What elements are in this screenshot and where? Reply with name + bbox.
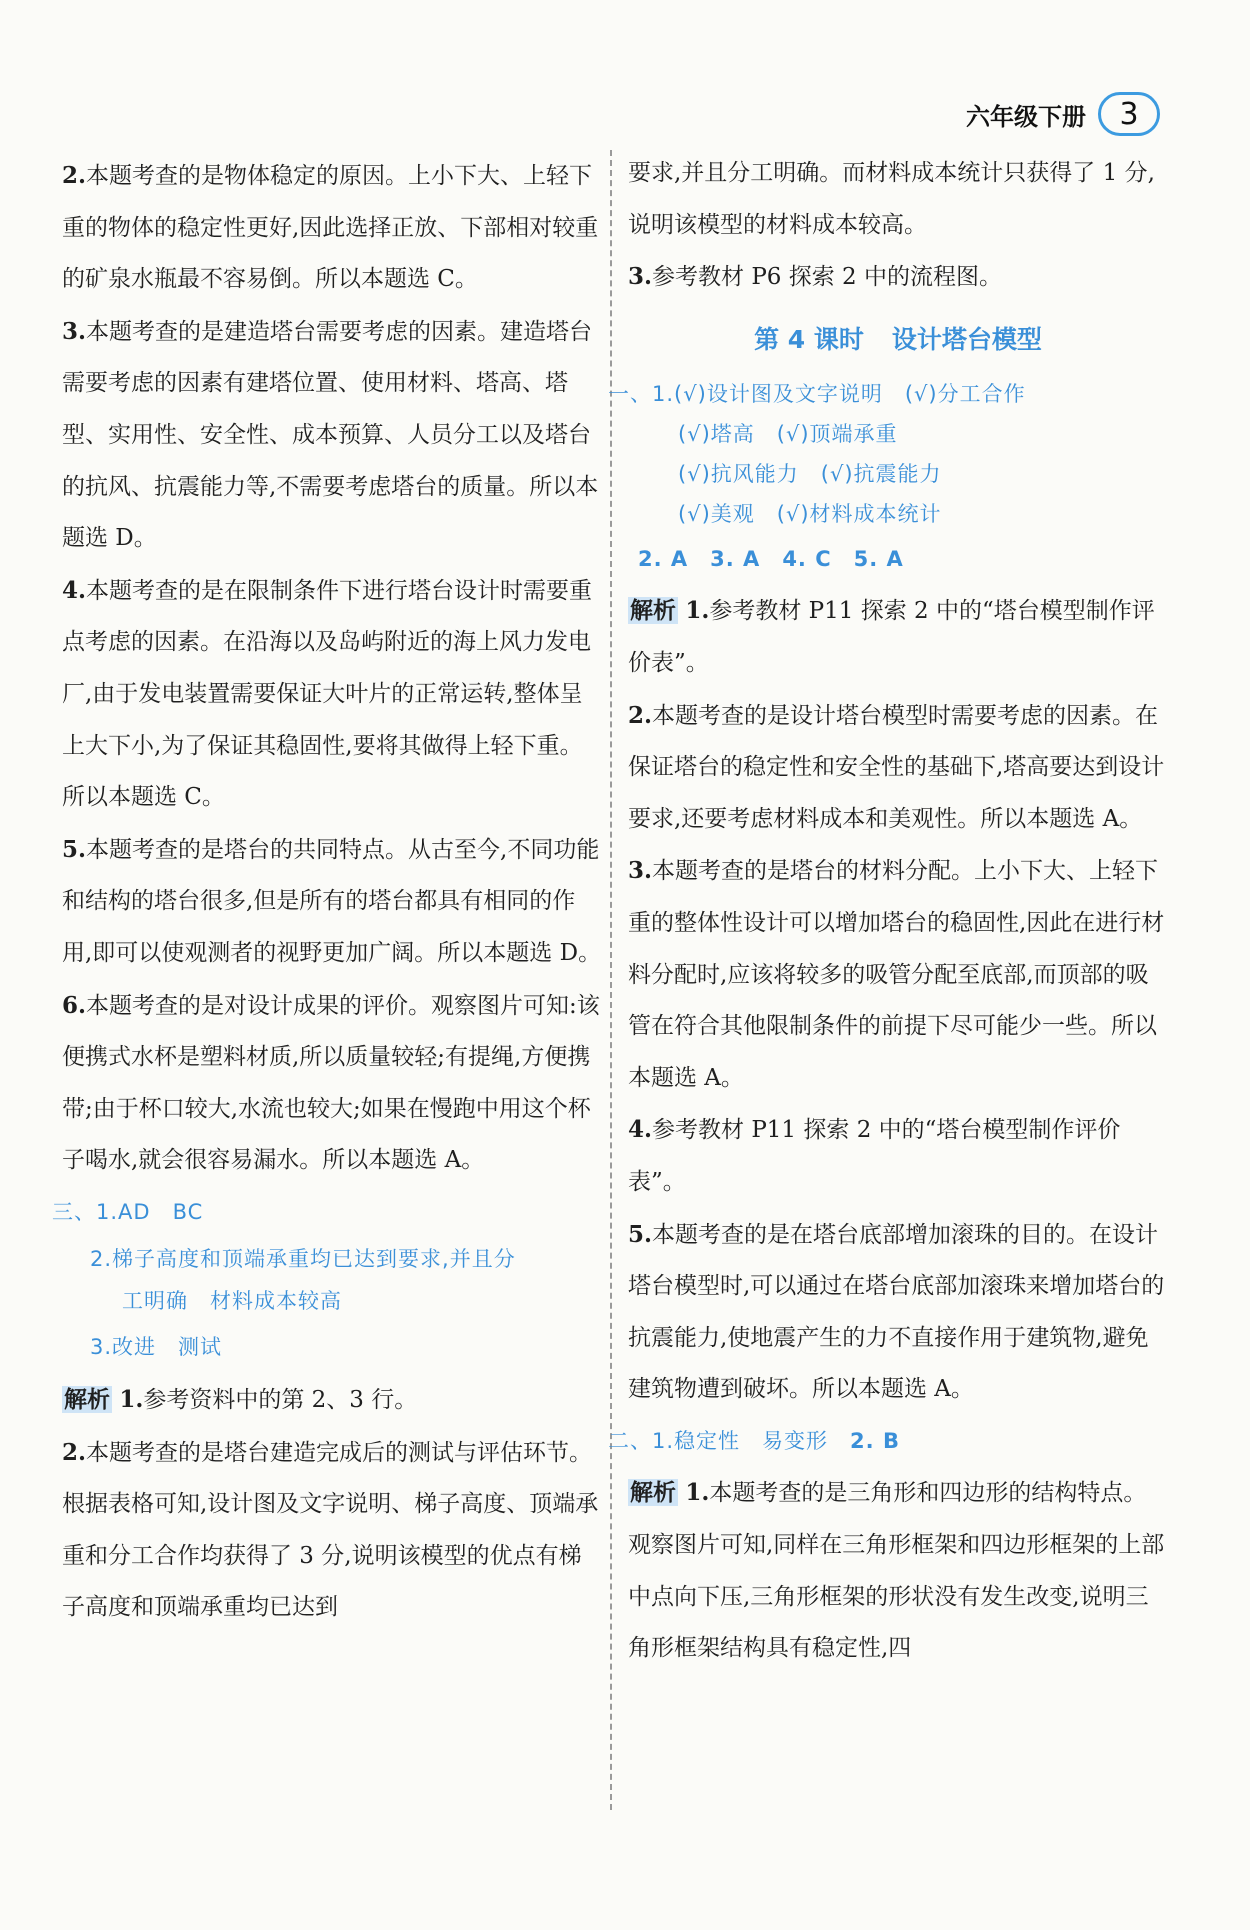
jiexi-item: 5.本题考查的是在塔台底部增加滚珠的目的。在设计塔台模型时,可以通过在塔台底部加滚珠来增加塔台的抗震能力,使地震产生的力不直接作用于建筑物,避免建筑物遭到破坏。所以本题选 A。 [628,1220,1165,1403]
answer-section-3: 三、1.AD BC [52,1199,204,1224]
lesson-title: 第 4 课时 设计塔台模型 [754,324,1042,354]
answer-row: (√)抗风能力 (√)抗震能力 [678,461,942,486]
jiexi-item: 3.本题考查的是塔台的材料分配。上小下大、上轻下重的整体性设计可以增加塔台的稳固性,因此在进行材料分配时,应该将较多的吸管分配至底部,而顶部的吸管在符合其他限制条件的前提下尽可能少一些。所以本题选 A。 [628,857,1165,1091]
answer-section-1: 一、1.(√)设计图及文字说明 (√)分工合作 [608,381,1026,406]
answer-2: 2.梯子高度和顶端承重均已达到要求,并且分 [90,1247,516,1272]
jiexi-item: 解析 1.参考教材 P11 探索 2 中的“塔台模型制作评价表”。 [628,597,1155,676]
right-column [608,148,1168,1675]
answer-row: (√)美观 (√)材料成本统计 [678,501,942,526]
jiexi-item: 解析 1.参考资料中的第 2、3 行。 [64,1386,418,1414]
jiexi-item: 2.本题考查的是设计塔台模型时需要考虑的因素。在保证塔台的稳定性和安全性的基础下,塔高要达到设计要求,还要考虑材料成本和美观性。所以本题选 A。 [628,701,1165,832]
explanation-item: 6.本题考查的是对设计成果的评价。观察图片可知:该便携式水杯是塑料材质,所以质量较轻;有提绳,方便携带;由于杯口较大,水流也较大;如果在慢跑中用这个杯子喝水,就会很容易漏水。所以本题选 A。 [62,991,600,1174]
jiexi-item: 2.本题考查的是塔台建造完成后的测试与评估环节。根据表格可知,设计图及文字说明、梯子高度、顶端承重和分工合作均获得了 3 分,说明该模型的优点有梯子高度和顶端承重均已达到 [62,1438,599,1621]
page-header [966,92,1160,136]
answer-section-2: 二、1.稳定性 易变形 2. B [608,1428,900,1453]
grade-label: 六年级下册 [966,102,1086,131]
left-column [52,150,602,1634]
explanation-item: 3.本题考查的是建造塔台需要考虑的因素。建造塔台需要考虑的因素有建塔位置、使用材料、塔高、塔型、实用性、安全性、成本预算、人员分工以及塔台的抗风、抗震能力等,不需要考虑塔台的质量。所以本题选 D。 [62,317,599,552]
jiexi-item: 解析 1.本题考查的是三角形和四边形的结构特点。观察图片可知,同样在三角形框架和四边形框架的上部中点向下压,三角形框架的形状没有发生改变,说明三角形框架结构具有稳定性,四 [628,1479,1165,1662]
answer-2-cont: 工明确 材料成本较高 [122,1289,342,1314]
explanation-item: 2.本题考查的是物体稳定的原因。上小下大、上轻下重的物体的稳定性更好,因此选择正放、下部相对较重的矿泉水瓶最不容易倒。所以本题选 C。 [62,162,599,293]
jiexi-item: 4.参考教材 P11 探索 2 中的“塔台模型制作评价表”。 [628,1116,1121,1195]
explanation-item: 5.本题考查的是塔台的共同特点。从古至今,不同功能和结构的塔台很多,但是所有的塔台都具有相同的作用,即可以使观测者的视野更加广阔。所以本题选 D。 [62,835,602,966]
answer-row: (√)塔高 (√)顶端承重 [678,421,898,446]
answer-choices: 2. A 3. A 4. C 5. A [638,546,904,571]
jiexi-label: 解析 [630,597,676,625]
jiexi-label: 解析 [64,1386,110,1414]
explanation-item: 4.本题考查的是在限制条件下进行塔台设计时需要重点考虑的因素。在沿海以及岛屿附近的海上风力发电厂,由于发电装置需要保证大叶片的正常运转,整体呈上大下小,为了保证其稳固性,要将其做得上轻下重。所以本题选 C。 [62,576,593,811]
answer-3: 3.改进 测试 [90,1335,223,1360]
page-number: 3 [1098,92,1160,136]
explanation-item: 要求,并且分工明确。而材料成本统计只获得了 1 分,说明该模型的材料成本较高。 [628,160,1155,238]
explanation-item: 3.参考教材 P6 探索 2 中的流程图。 [628,263,1003,291]
jiexi-label: 解析 [630,1479,676,1507]
